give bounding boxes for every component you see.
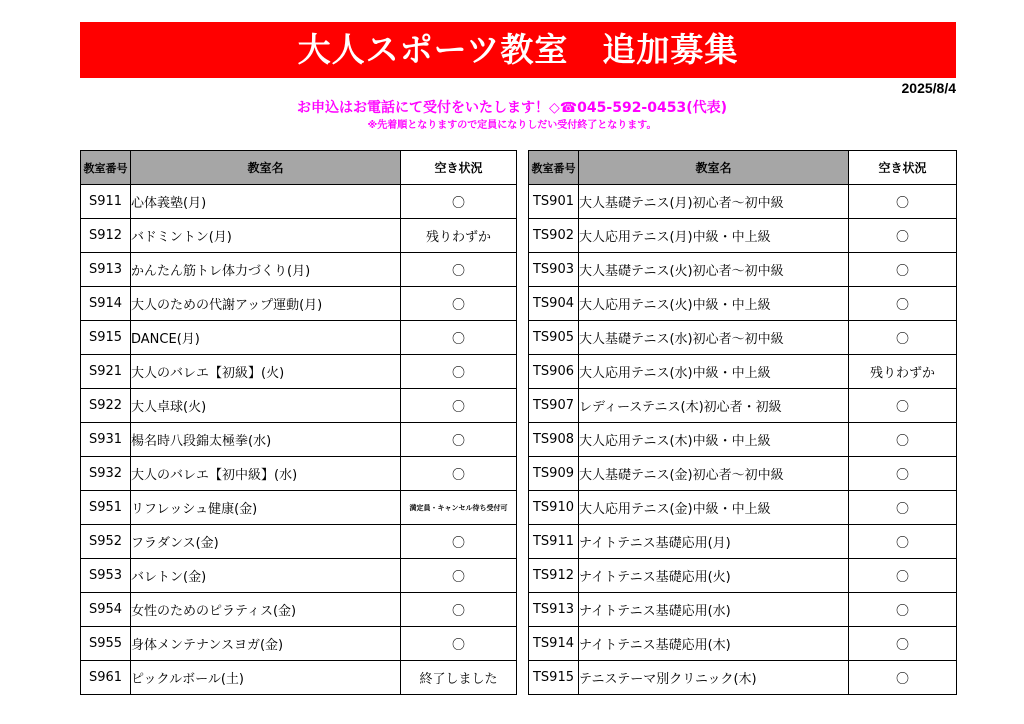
availability-status: 〇	[401, 627, 517, 661]
table-row	[529, 253, 957, 287]
availability-status: 〇	[849, 661, 957, 695]
table-row	[81, 525, 517, 559]
availability-status: 〇	[401, 423, 517, 457]
class-name: レディーステニス(木)初心者・初級	[579, 389, 849, 423]
class-code: S911	[81, 185, 131, 219]
column-header-code: 教室番号	[81, 151, 131, 185]
availability-status: 〇	[401, 593, 517, 627]
class-code: S955	[81, 627, 131, 661]
availability-status: 〇	[849, 423, 957, 457]
issue-date: 2025/8/4	[901, 80, 956, 96]
class-table-left-body	[81, 185, 517, 695]
table-row	[81, 287, 517, 321]
availability-status: 〇	[401, 525, 517, 559]
availability-status: 満定員・キャンセル待ち受付可	[401, 491, 517, 525]
class-name: ナイトテニス基礎応用(月)	[579, 525, 849, 559]
class-code: S912	[81, 219, 131, 253]
availability-status: 〇	[849, 219, 957, 253]
class-name: 大人基礎テニス(月)初心者～初中級	[579, 185, 849, 219]
page-title: 大人スポーツ教室 追加募集	[80, 22, 956, 78]
column-header-status: 空き状況	[401, 151, 517, 185]
table-row	[529, 457, 957, 491]
availability-status: 〇	[849, 321, 957, 355]
class-name: バレトン(金)	[131, 559, 401, 593]
class-code: S921	[81, 355, 131, 389]
availability-status: 〇	[401, 287, 517, 321]
class-name: フラダンス(金)	[131, 525, 401, 559]
class-code: TS903	[529, 253, 579, 287]
class-table-right-body	[529, 185, 957, 695]
table-row	[81, 355, 517, 389]
availability-status: 残りわずか	[849, 355, 957, 389]
class-name: ナイトテニス基礎応用(火)	[579, 559, 849, 593]
class-name: 大人基礎テニス(火)初心者～初中級	[579, 253, 849, 287]
class-table-left	[80, 150, 517, 695]
class-code: S915	[81, 321, 131, 355]
availability-status: 〇	[849, 457, 957, 491]
class-name: ナイトテニス基礎応用(木)	[579, 627, 849, 661]
class-code: TS907	[529, 389, 579, 423]
availability-status: 〇	[849, 491, 957, 525]
class-name: 大人応用テニス(火)中級・中上級	[579, 287, 849, 321]
class-code: S913	[81, 253, 131, 287]
availability-status: 終了しました	[401, 661, 517, 695]
class-name: 大人応用テニス(月)中級・中上級	[579, 219, 849, 253]
availability-status: 〇	[849, 389, 957, 423]
class-name: 大人のバレエ【初級】(火)	[131, 355, 401, 389]
class-name: DANCE(月)	[131, 321, 401, 355]
table-row	[529, 185, 957, 219]
class-code: S954	[81, 593, 131, 627]
class-code: TS914	[529, 627, 579, 661]
class-name: ナイトテニス基礎応用(水)	[579, 593, 849, 627]
class-code: TS911	[529, 525, 579, 559]
class-code: TS902	[529, 219, 579, 253]
availability-status: 〇	[849, 593, 957, 627]
class-code: TS913	[529, 593, 579, 627]
table-row	[529, 355, 957, 389]
class-code: S951	[81, 491, 131, 525]
table-row	[529, 219, 957, 253]
class-name: 身体メンテナンスヨガ(金)	[131, 627, 401, 661]
table-row	[529, 559, 957, 593]
class-code: S922	[81, 389, 131, 423]
availability-status: 〇	[401, 321, 517, 355]
class-name: リフレッシュ健康(金)	[131, 491, 401, 525]
class-code: S952	[81, 525, 131, 559]
class-name: 大人基礎テニス(金)初心者～初中級	[579, 457, 849, 491]
class-code: TS901	[529, 185, 579, 219]
table-row	[81, 661, 517, 695]
class-name: 大人基礎テニス(水)初心者～初中級	[579, 321, 849, 355]
first-come-notice: ※先着順となりますので定員になりしだい受付終了となります。	[367, 120, 657, 131]
phone-application-line: お申込はお電話にて受付をいたします！◇☎045-592-0453(代表)	[296, 100, 728, 116]
class-code: TS910	[529, 491, 579, 525]
class-name: 大人のための代謝アップ運動(月)	[131, 287, 401, 321]
class-name: かんたん筋トレ体力づくり(月)	[131, 253, 401, 287]
column-header-name: 教室名	[579, 151, 849, 185]
column-header-status: 空き状況	[849, 151, 957, 185]
class-table-right	[528, 150, 957, 695]
class-code: TS908	[529, 423, 579, 457]
availability-status: 〇	[401, 355, 517, 389]
class-name: 大人卓球(火)	[131, 389, 401, 423]
availability-status: 残りわずか	[401, 219, 517, 253]
table-row	[81, 423, 517, 457]
table-row	[81, 627, 517, 661]
class-code: S953	[81, 559, 131, 593]
class-name: 大人応用テニス(木)中級・中上級	[579, 423, 849, 457]
class-name: 女性のためのピラティス(金)	[131, 593, 401, 627]
table-row	[529, 491, 957, 525]
class-name: ピックルボール(土)	[131, 661, 401, 695]
class-name: 楊名時八段錦太極拳(水)	[131, 423, 401, 457]
class-code: TS915	[529, 661, 579, 695]
class-name: 大人のバレエ【初中級】(水)	[131, 457, 401, 491]
table-row	[81, 593, 517, 627]
table-row	[529, 321, 957, 355]
class-code: TS912	[529, 559, 579, 593]
table-row	[529, 525, 957, 559]
availability-status: 〇	[401, 389, 517, 423]
class-code: S961	[81, 661, 131, 695]
table-row	[81, 491, 517, 525]
table-row	[529, 423, 957, 457]
column-header-name: 教室名	[131, 151, 401, 185]
table-row	[81, 219, 517, 253]
class-code: TS904	[529, 287, 579, 321]
table-header-row	[81, 151, 517, 185]
table-row	[529, 287, 957, 321]
column-header-code: 教室番号	[529, 151, 579, 185]
class-name: 心体義塾(月)	[131, 185, 401, 219]
table-row	[81, 389, 517, 423]
class-name: 大人応用テニス(水)中級・中上級	[579, 355, 849, 389]
class-code: S931	[81, 423, 131, 457]
table-row	[81, 559, 517, 593]
table-row	[529, 627, 957, 661]
availability-status: 〇	[849, 287, 957, 321]
class-name: 大人応用テニス(金)中級・中上級	[579, 491, 849, 525]
availability-status: 〇	[401, 457, 517, 491]
class-name: バドミントン(月)	[131, 219, 401, 253]
availability-status: 〇	[401, 185, 517, 219]
availability-status: 〇	[401, 559, 517, 593]
class-code: S914	[81, 287, 131, 321]
class-name: テニステーマ別クリニック(木)	[579, 661, 849, 695]
availability-status: 〇	[849, 525, 957, 559]
table-header-row	[529, 151, 957, 185]
table-row	[529, 661, 957, 695]
availability-status: 〇	[401, 253, 517, 287]
class-code: S932	[81, 457, 131, 491]
class-code: TS906	[529, 355, 579, 389]
class-code: TS909	[529, 457, 579, 491]
availability-status: 〇	[849, 185, 957, 219]
availability-status: 〇	[849, 627, 957, 661]
table-row	[529, 593, 957, 627]
availability-status: 〇	[849, 253, 957, 287]
table-row	[81, 253, 517, 287]
table-row	[81, 321, 517, 355]
table-row	[529, 389, 957, 423]
class-code: TS905	[529, 321, 579, 355]
table-row	[81, 185, 517, 219]
availability-status: 〇	[849, 559, 957, 593]
table-row	[81, 457, 517, 491]
